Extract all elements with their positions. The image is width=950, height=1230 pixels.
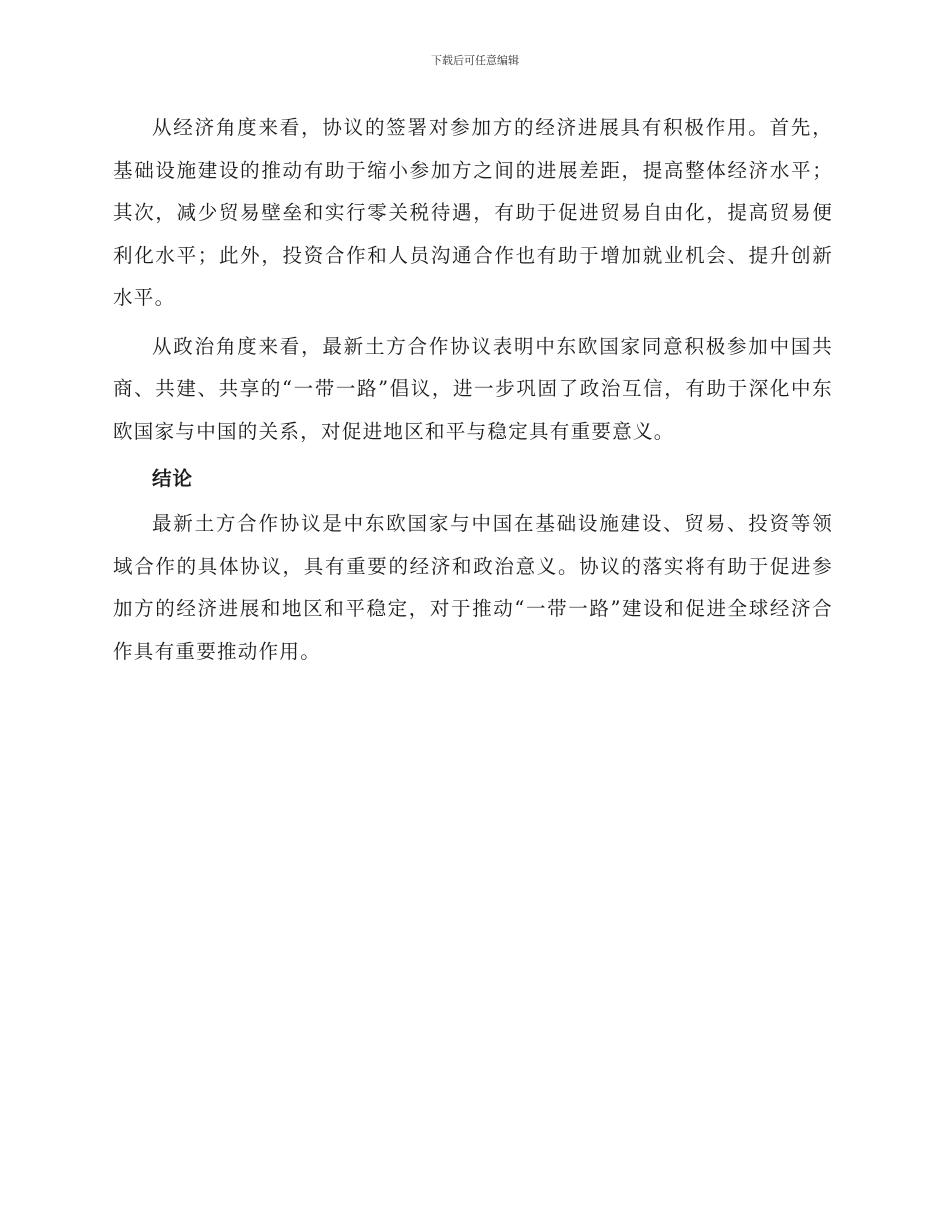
- page-header-note: 下载后可任意编辑: [431, 54, 519, 67]
- paragraph-conclusion: 最新土方合作协议是中东欧国家与中国在基础设施建设、贸易、投资等领域合作的具体协议，具有重要的经济和政治意义。协议的落实将有助于促进参加方的经济进展和地区和平稳定，对于推动“一带一路”建设和促进全球经济合作具有重要推动作用。: [113, 512, 833, 663]
- conclusion-heading: 结论: [152, 467, 194, 490]
- paragraph-political-perspective: 从政治角度来看，最新土方合作协议表明中东欧国家同意积极参加中国共商、共建、共享的“一带一路”倡议，进一步巩固了政治互信，有助于深化中东欧国家与中国的关系，对促进地区和平与稳定具有重要意义。: [113, 334, 833, 443]
- paragraph-economic-perspective: 从经济角度来看，协议的签署对参加方的经济进展具有积极作用。首先，基础设施建设的推动有助于缩小参加方之间的进展差距，提高整体经济水平；其次，减少贸易壁垒和实行零关税待遇，有助于促进贸易自由化，提高贸易便利化水平；此外，投资合作和人员沟通合作也有助于增加就业机会、提升创新水平。: [113, 116, 833, 309]
- document-body: [113, 107, 833, 673]
